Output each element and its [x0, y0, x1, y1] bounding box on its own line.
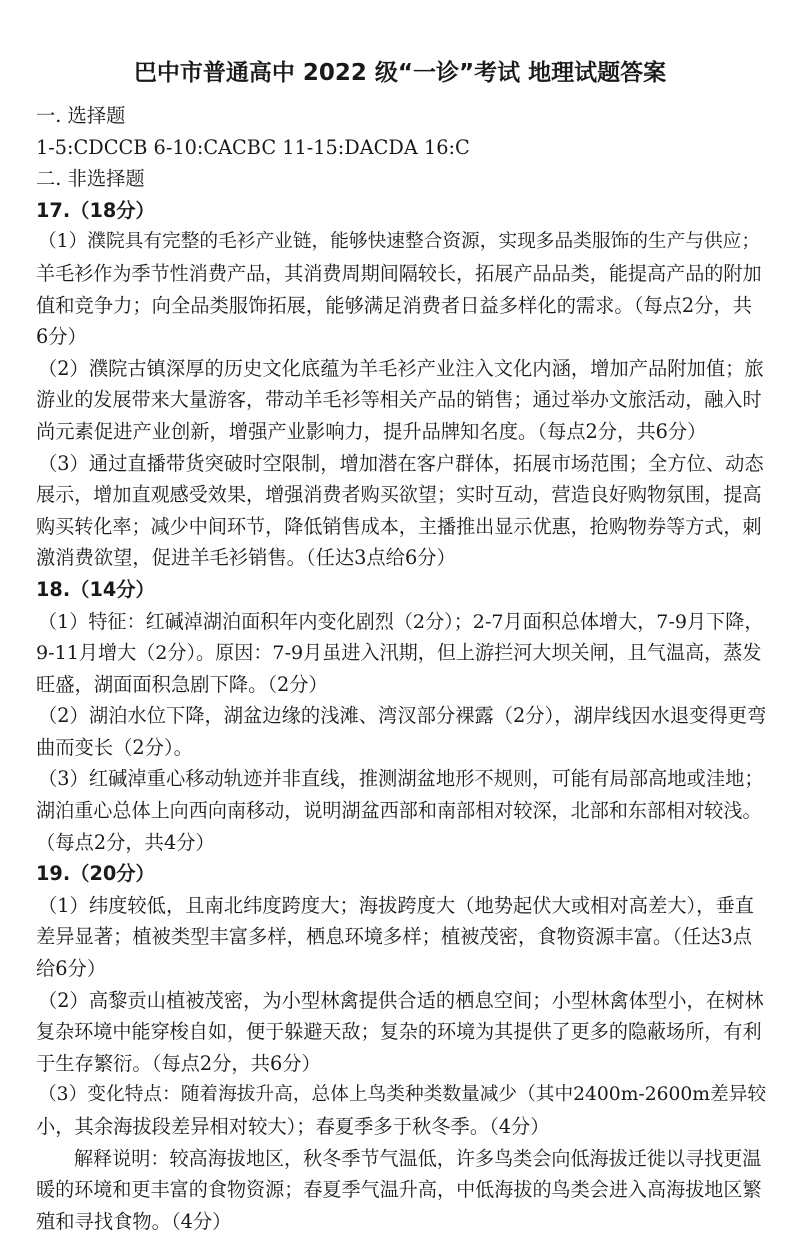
q19-part3-line: （3）变化特点：随着海拔升高，总体上鸟类种类数量减少（其中2400m-2600m差异较 [38, 1084, 766, 1106]
q18-part3-line: 湖泊重心总体上向西向南移动，说明湖盆西部和南部相对较深，北部和东部相对较浅。 [36, 799, 762, 823]
q18-part1-line: 9-11月增大（2分）。原因：7-9月虽进入汛期，但上游拦河大坝关闸，且气温高，蒸发 [36, 641, 762, 665]
q19-part2-line: （2）高黎贡山植被茂密，为小型林禽提供合适的栖息空间；小型林禽体型小，在树林 [38, 988, 764, 1012]
section-heading-choice: 一. 选择题 [36, 104, 126, 127]
choice-answers: 1-5:CDCCB 6-10:CACBC 11-15:DACDA 16:C [36, 135, 470, 159]
q17-part1-line: 值和竞争力；向全品类服饰拓展，能够满足消费者日益多样化的需求。（每点2分，共 [36, 293, 753, 317]
q17-part2-line: （2）濮院古镇深厚的历史文化底蕴为羊毛衫产业注入文化内涵，增加产品附加值；旅 [38, 356, 764, 380]
q19-part3-line: 小，其余海拔段差异相对较大）；春夏季多于秋冬季。（4分） [36, 1115, 550, 1138]
answer-content [36, 100, 766, 1237]
q17-part3-line: 展示，增加直观感受效果，增强消费者购买欲望；实时互动，营造良好购物氛围，提高 [36, 483, 762, 507]
q19-part2-line: 复杂环境中能穿梭自如，便于躲避天敌；复杂的环境为其提供了更多的隐蔽场所，有利 [36, 1020, 762, 1044]
q19-part1-line: 差异显著；植被类型丰富多样，栖息环境多样；植被茂密，食物资源丰富。（任达3点 [36, 925, 753, 949]
question-19-heading: 19.（20分） [36, 862, 155, 886]
q19-explanation-line: 解释说明：较高海拔地区，秋冬季节气温低，许多鸟类会向低海拔迁徙以寻找更温 [74, 1146, 762, 1170]
q18-part2-line: 曲而变长（2分）。 [36, 735, 193, 759]
q19-explanation-line: 暖的环境和更丰富的食物资源；春夏季气温升高，中低海拔的鸟类会进入高海拔地区繁 [36, 1178, 762, 1202]
q17-part3-line: 激消费欲望，促进羊毛衫销售。（任达3点给6分） [36, 546, 456, 570]
q17-part2-line: 游业的发展带来大量游客，带动羊毛衫等相关产品的销售；通过举办文旅活动，融入时 [36, 388, 762, 412]
q19-part1-line: （1）纬度较低，且南北纬度跨度大；海拔跨度大（地势起伏大或相对高差大），垂直 [38, 893, 755, 917]
q17-part3-line: （3）通过直播带货突破时空限制，增加潜在客户群体，拓展市场范围；全方位、动态 [38, 451, 764, 475]
q19-explanation-line: 殖和寻找食物。（4分） [36, 1209, 232, 1233]
q18-part2-line: （2）湖泊水位下降，湖盆边缘的浅滩、湾汊部分裸露（2分），湖岸线因水退变得更弯 [38, 704, 766, 728]
section-heading-nonchoice: 二. 非选择题 [36, 167, 145, 191]
q18-part1-line: （1）特征：红碱淖湖泊面积年内变化剧烈（2分）；2-7月面积总体增大，7-9月下降， [38, 609, 764, 633]
q18-part3-line: （3）红碱淖重心移动轨迹并非直线，推测湖盆地形不规则，可能有局部高地或洼地； [38, 767, 764, 791]
q17-part1-line: （1）濮院具有完整的毛衫产业链，能够快速整合资源，实现多品类服饰的生产与供应； [38, 231, 761, 253]
question-18-heading: 18.（14分） [36, 577, 155, 601]
q19-part2-line: 于生存繁衍。（每点2分，共6分） [36, 1051, 321, 1075]
q17-part2-line: 尚元素促进产业创新，增强产业影响力，提升品牌知名度。（每点2分，共6分） [36, 419, 707, 443]
q19-part1-line: 给6分） [36, 957, 107, 981]
page-title: 巴中市普通高中 2022 级“一诊”考试 地理试题答案 [133, 60, 667, 86]
q17-part3-line: 购买转化率；减少中间环节，降低销售成本，主播推出显示优惠，抢购物券等方式，刺 [36, 514, 762, 538]
question-17-heading: 17.（18分） [36, 198, 155, 222]
q18-part3-line: （每点2分，共4分） [36, 830, 215, 854]
q17-part1-line: 6分） [36, 325, 87, 349]
q18-part1-line: 旺盛，湖面面积急剧下降。（2分） [36, 672, 328, 696]
q17-part1-line: 羊毛衫作为季节性消费产品，其消费周期间隔较长，拓展产品品类，能提高产品的附加 [36, 261, 762, 285]
